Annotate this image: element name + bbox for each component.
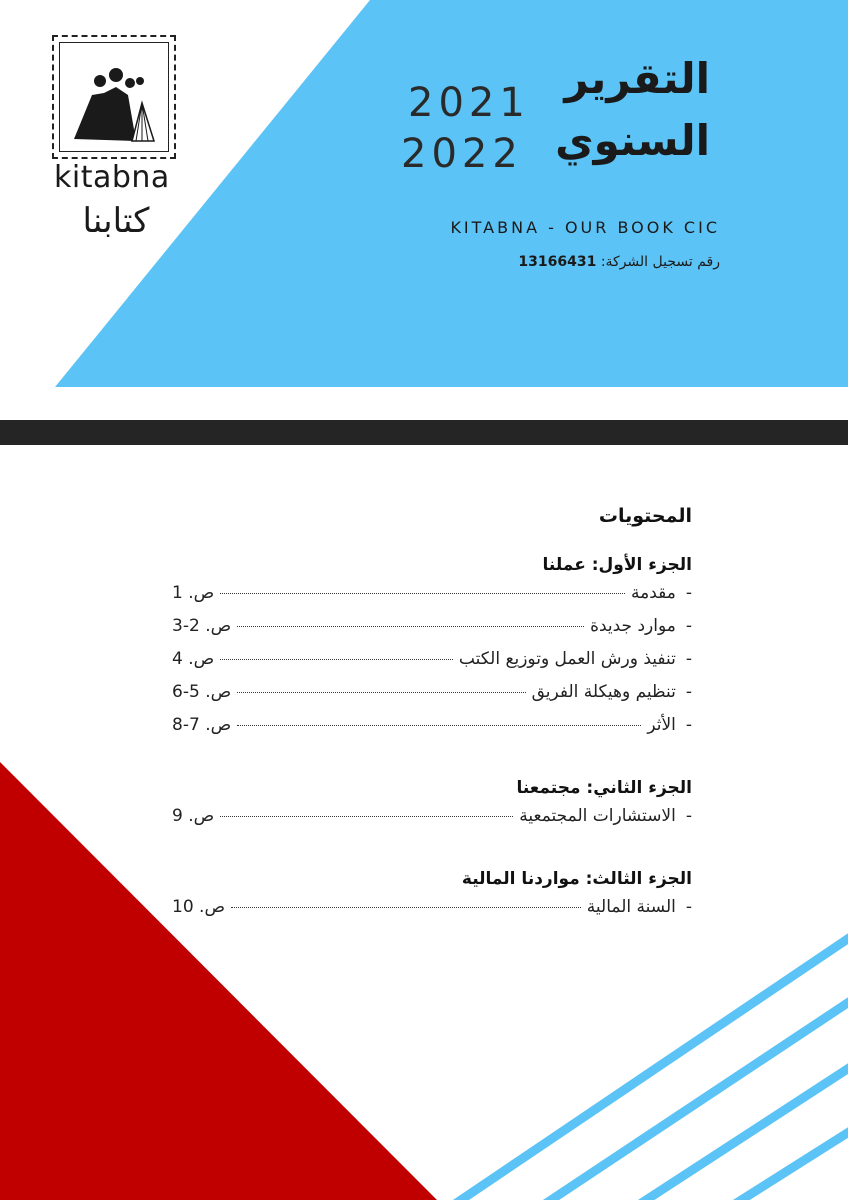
blue-stripe: [735, 1130, 848, 1200]
item-label: مقدمة: [631, 583, 676, 603]
company-name: KITABNA - OUR BOOK CIC: [450, 218, 720, 237]
blue-stripe: [640, 1066, 848, 1200]
item-page-ref: ص. 2-3: [172, 616, 232, 636]
logo-stamp-frame: [52, 35, 176, 159]
logo-wordmark-latin: kitabna: [54, 160, 170, 195]
contents-list: [172, 583, 692, 748]
blue-stripes: [455, 936, 848, 1200]
contents-item: [172, 649, 692, 682]
dark-band: [0, 420, 848, 445]
report-title-line1: التقرير: [564, 54, 710, 103]
registration-label: رقم تسجيل الشركة:: [600, 254, 720, 270]
part-title: الجزء الأول: عملنا: [542, 555, 692, 575]
dot-leader: [237, 692, 525, 693]
year-start: 2021: [408, 80, 530, 126]
contents-item: [172, 897, 692, 930]
item-label: تنظيم وهيكلة الفريق: [531, 682, 676, 702]
item-dash: -: [685, 715, 692, 735]
contents-item: [172, 715, 692, 748]
item-dash: -: [685, 583, 692, 603]
kitabna-logo: [52, 35, 180, 241]
family-reading-book-icon: [70, 57, 160, 147]
dot-leader: [237, 725, 641, 726]
registration-number: 13166431: [518, 254, 597, 270]
part-title: الجزء الثاني: مجتمعنا: [516, 778, 692, 798]
dot-leader: [220, 593, 625, 594]
contents-list: [172, 806, 692, 839]
item-page-ref: ص. 1: [172, 583, 215, 603]
item-label: الأثر: [647, 715, 676, 735]
item-label: الاستشارات المجتمعية: [519, 806, 676, 826]
item-dash: -: [685, 649, 692, 669]
item-dash: -: [685, 806, 692, 826]
dot-leader: [220, 659, 453, 660]
logo-wordmark-arabic: كتابنا: [82, 201, 150, 241]
item-page-ref: ص. 10: [172, 897, 226, 917]
item-label: السنة المالية: [586, 897, 676, 917]
part-title: الجزء الثالث: مواردنا المالية: [461, 869, 692, 889]
contents-item: [172, 682, 692, 715]
item-page-ref: ص. 4: [172, 649, 215, 669]
report-title-line2: السنوي: [555, 116, 710, 165]
dot-leader: [220, 816, 513, 817]
contents-title: المحتويات: [598, 505, 692, 527]
contents-parts: [172, 555, 692, 930]
contents-item: [172, 583, 692, 616]
item-dash: -: [685, 897, 692, 917]
registration-info: [518, 254, 720, 270]
item-dash: -: [685, 682, 692, 702]
item-dash: -: [685, 616, 692, 636]
year-end: 2022: [401, 131, 523, 177]
dot-leader: [237, 626, 584, 627]
item-page-ref: ص. 9: [172, 806, 215, 826]
item-label: موارد جديدة: [590, 616, 676, 636]
contents-list: [172, 897, 692, 930]
table-of-contents: [172, 505, 692, 960]
contents-item: [172, 806, 692, 839]
dot-leader: [231, 907, 581, 908]
blue-stripe: [455, 936, 848, 1200]
item-label: تنفيذ ورش العمل وتوزيع الكتب: [458, 649, 676, 669]
item-page-ref: ص. 7-8: [172, 715, 232, 735]
contents-item: [172, 616, 692, 649]
item-page-ref: ص. 5-6: [172, 682, 232, 702]
